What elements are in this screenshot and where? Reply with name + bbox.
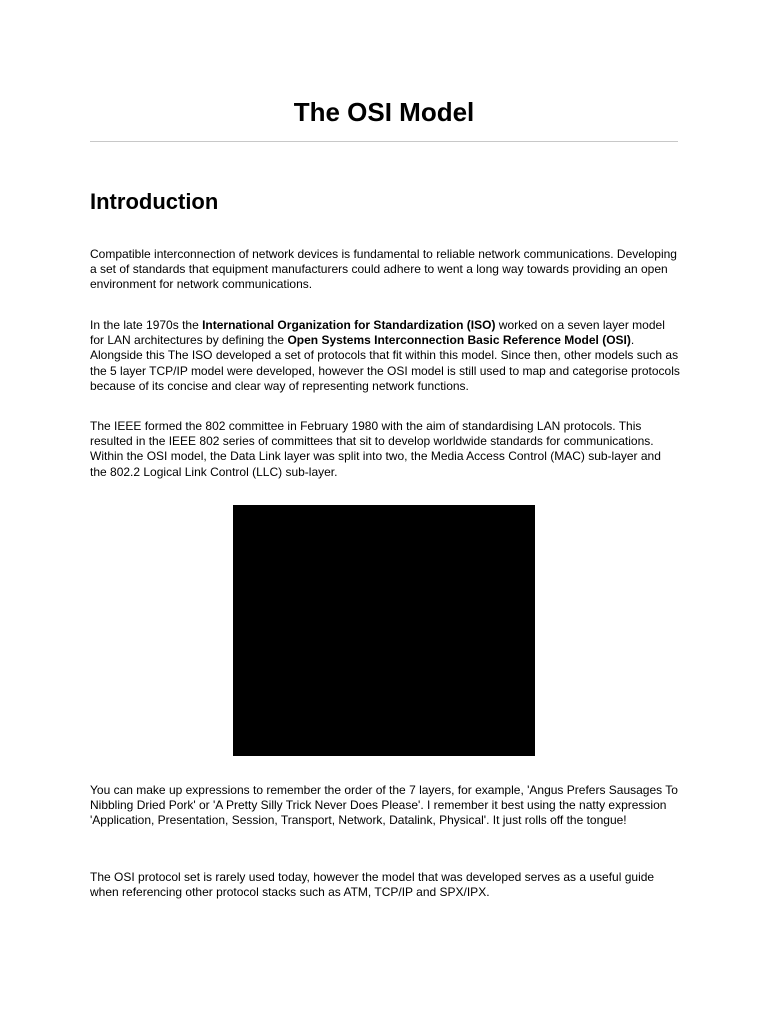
paragraph-ieee-802: The IEEE formed the 802 committee in February 1980 with the aim of standardising LAN protocols. This resulted in the IEEE 802 series of committees that sit to develop worldwide standards for communications. Within the OSI model, the Data Link layer was split into two, the Media Access Control (MAC) sub-layer and the 802.2 Logical Link Control (LLC) sub-layer.: [90, 419, 661, 479]
paragraph-iso-history: [90, 318, 680, 394]
paragraph-mnemonics: You can make up expressions to remember the order of the 7 layers, for example, 'Angus Prefers Sausages To Nibbling Dried Pork' or 'A Pretty Silly Trick Never Does Please'. I remember it best using the natty expression 'Application, Presentation, Session, Transport, Network, Datalink, Physical'. It just rolls off the tongue!: [90, 783, 678, 828]
paragraph-text: . Alongside this The ISO developed a set of protocols that fit within this model. Since then, other models such as the 5 layer TCP/IP model were developed, however the OSI model is still used to map and categorise protocols because of its concise and clear way of representing network functions.: [90, 333, 680, 393]
bold-term-osi: Open Systems Interconnection Basic Reference Model (OSI): [287, 333, 631, 348]
paragraph-compatible-interconnection: Compatible interconnection of network devices is fundamental to reliable network communications. Developing a set of standards that equipment manufacturers could adhere to went a long way towards providing an open environment for network communications.: [90, 247, 677, 292]
paragraph-text: worked on a seven layer model for LAN architectures by defining the: [90, 318, 665, 348]
section-heading-introduction: Introduction: [90, 189, 219, 214]
bold-term-iso: International Organization for Standardization (ISO): [202, 318, 496, 332]
osi-diagram-figure: [233, 505, 535, 756]
title-divider: [90, 141, 678, 142]
paragraph-osi-today: The OSI protocol set is rarely used today, however the model that was developed serves as a useful guide when referencing other protocol stacks such as ATM, TCP/IP and SPX/IPX.: [90, 870, 655, 900]
page-title: The OSI Model: [293, 97, 475, 127]
paragraph-text: In the late 1970s the: [90, 318, 203, 332]
